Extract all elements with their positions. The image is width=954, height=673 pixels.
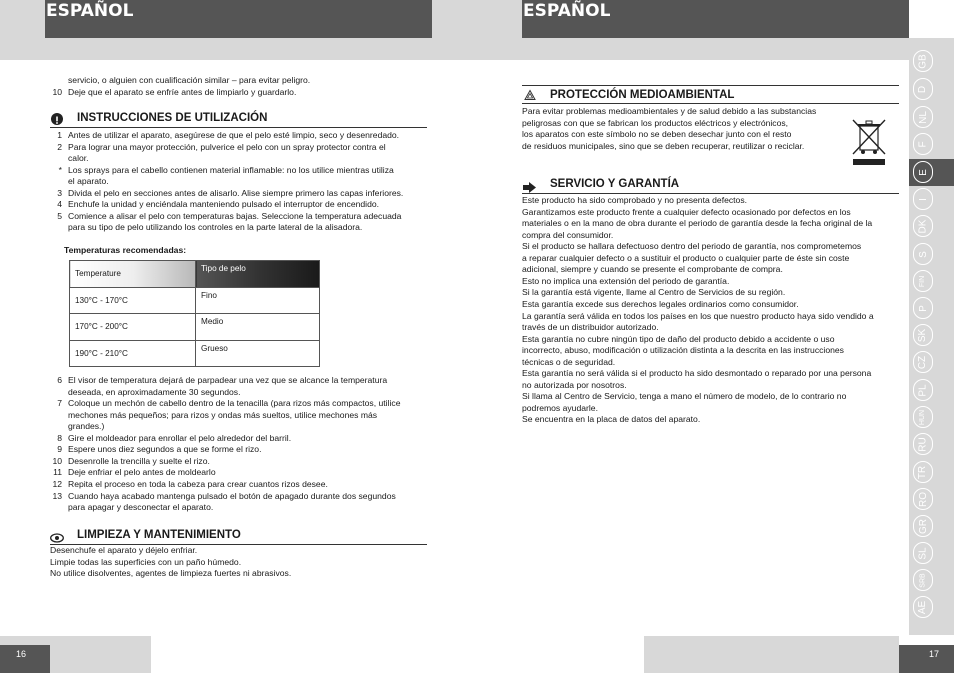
list-number: 4 [57, 199, 62, 209]
list-item: Deje enfriar el pelo antes de moldearlo [68, 467, 216, 478]
list-item: grandes.) [68, 421, 105, 432]
instructions-rule [50, 127, 427, 128]
text-line: no autorizada por nosotros. [522, 379, 627, 390]
environment-top-rule [522, 85, 899, 86]
eye-icon [50, 530, 64, 540]
text-line: La garantía será válida en todos los países en los que nuestro producto haya sido vendido a [522, 310, 874, 321]
text-line: materiales o en la mano de obra durante el periodo de garantía desde la fecha original de la [522, 218, 873, 229]
list-item: el aparato. [68, 176, 109, 186]
list-item: Para lograr una mayor protección, pulverice el pelo con un spray protector contra el [68, 141, 386, 152]
list-number: 10 [52, 455, 62, 466]
language-tab-label: S [917, 250, 929, 258]
language-tab-ro[interactable] [913, 488, 933, 510]
language-tab-label: GR [917, 518, 929, 534]
language-tab-label: AE [917, 600, 929, 614]
table-header-row [70, 261, 320, 288]
crossed-bin-icon [850, 118, 888, 166]
text-line: técnicas o de seguridad. [522, 356, 616, 367]
table-cell: 190°C - 210°C [70, 340, 196, 367]
footer-band-right [644, 636, 899, 673]
text-line: Si llama al Centro de Servicio, tenga a mano el número de modelo, de lo contrario no [522, 391, 847, 402]
list-item: mechones más pequeños; para rizos y ondas más sueltos, utilice mechones más [68, 409, 378, 420]
language-tab-sk[interactable] [913, 324, 933, 346]
list-number: 1 [57, 130, 62, 140]
text-line: compra del consumidor. [522, 229, 614, 240]
language-tab-label: E [917, 168, 929, 176]
text-line: Esta garantía no cubre ningún tipo de daño del producto debido a accidente o uso [522, 333, 835, 344]
page-title-right: ESPAÑOL [522, 0, 909, 38]
list-number: 7 [57, 398, 62, 409]
language-tab-label: FIN [919, 275, 927, 287]
text-line: peligrosas con que se fabrican los productos eléctricos y electrónicos, [522, 117, 789, 128]
text-line: Esta garantía no será válida si el producto ha sido desmontado o reparado por una persona [522, 368, 872, 379]
text-line: Si la garantía está vigente, llame al Centro de Servicios de su región. [522, 287, 786, 298]
text-line: los aparatos con este símbolo no se deben desechar junto con el resto [522, 129, 792, 140]
list-number: 13 [52, 490, 62, 501]
language-tab-label: GB [917, 53, 929, 69]
language-tab-tr[interactable] [913, 461, 933, 483]
cleaning-heading: LIMPIEZA Y MANTENIMIENTO [77, 529, 241, 541]
text-line: a reparar cualquier defecto o a sustituir el producto o cualquier parte de éste sin coste [522, 252, 850, 263]
language-tab-label: CZ [917, 355, 929, 369]
text-line: Esto no implica una extensión del periodo de garantía. [522, 275, 730, 286]
language-tab-label: HUN [919, 409, 927, 425]
arrow-right-icon [523, 180, 536, 191]
recycle-icon [523, 89, 537, 103]
page-title-left: ESPAÑOL [45, 0, 432, 38]
environment-rule [522, 103, 899, 104]
language-tab-label: P [917, 304, 929, 312]
text-line: Limpie todas las superficies con un paño húmedo. [50, 556, 242, 567]
list-number: 8 [57, 432, 62, 443]
list-number: 2 [57, 141, 62, 152]
language-tab-pl[interactable] [913, 379, 933, 401]
table-cell: Fino [196, 287, 320, 314]
language-tab-e[interactable] [913, 161, 933, 183]
list-item: deseada, en aproximadamente 30 segundos. [68, 386, 241, 397]
list-item: Coloque un mechón de cabello dentro de la tenacilla (para rizos más compactos, utilice [68, 398, 401, 409]
table-label: Temperaturas recomendadas: [64, 245, 187, 255]
language-tab-ru[interactable] [913, 433, 933, 455]
language-tab-fin[interactable] [913, 270, 933, 292]
language-tab-s[interactable] [913, 243, 933, 265]
warranty-rule [522, 193, 899, 194]
language-tab-f[interactable] [913, 133, 933, 155]
language-tab-cz[interactable] [913, 351, 933, 373]
list-item: Deje que el aparato se enfríe antes de limpiarlo y guardarlo. [68, 86, 297, 97]
language-tab-label: SRB [919, 572, 927, 588]
text-line: Este producto ha sido comprobado y no presenta defectos. [522, 195, 748, 205]
warranty-heading: SERVICIO Y GARANTÍA [550, 178, 680, 190]
list-item: Comience a alisar el pelo con temperaturas bajas. Seleccione la temperatura adecuada [68, 210, 402, 221]
table-row [70, 340, 320, 367]
list-item: Enchufe la unidad y enciéndala manteniendo pulsado el interruptor de encendido. [68, 199, 380, 209]
table-cell: Grueso [196, 340, 320, 367]
language-tab-gr[interactable] [913, 515, 933, 537]
language-tab-label: DK [917, 219, 929, 233]
language-tab-p[interactable] [913, 297, 933, 319]
table-row [70, 287, 320, 314]
list-item: Gire el moldeador para enrollar el pelo alrededor del barril. [68, 432, 292, 443]
language-tab-dk[interactable] [913, 215, 933, 237]
text-line: incorrecto, abuso, modificación o utilización distinta a la descrita en las instrucciones [522, 345, 844, 356]
text-line: adicional, siempre y cuando se presente el comprobante de compra. [522, 264, 783, 275]
language-tab-label: RO [917, 491, 929, 507]
language-tab-label: F [917, 140, 929, 148]
list-item: calor. [68, 153, 89, 163]
environment-heading: PROTECCIÓN MEDIOAMBIENTAL [550, 89, 735, 101]
language-tab-label: NL [917, 110, 929, 124]
page-number-right: 17 [899, 645, 954, 673]
language-tab-sl[interactable] [913, 542, 933, 564]
table-cell: 170°C - 200°C [70, 314, 196, 341]
text-line: Para evitar problemas medioambientales y de salud debido a las substancias [522, 106, 817, 116]
list-number: 10 [52, 86, 62, 97]
list-item: servicio, o alguien con cualificación similar – para evitar peligro. [68, 75, 311, 85]
text-line: de residuos municipales, sino que se deben recuperar, reutilizar o reciclar. [522, 140, 805, 151]
list-number: * [58, 164, 62, 175]
list-item: Los sprays para el cabello contienen material inflamable: no los utilice mientras utiliza [68, 164, 394, 175]
language-tab-gb[interactable] [913, 50, 933, 72]
text-line: Se encuentra en la placa de datos del aparato. [522, 414, 701, 425]
language-tab-nl[interactable] [913, 106, 933, 128]
table-header-cell: Tipo de pelo [196, 261, 320, 288]
list-number: 12 [52, 478, 62, 489]
text-line: Esta garantía excede sus derechos legales ordinarios como consumidor. [522, 298, 799, 309]
language-tab-label: I [917, 197, 929, 201]
list-item: Divida el pelo en secciones antes de alisarlo. Alise siempre primero las capas inferiores. [68, 187, 404, 198]
text-line: No utilice disolventes, agentes de limpieza fuertes ni abrasivos. [50, 568, 292, 579]
language-tab-ae[interactable] [913, 596, 933, 618]
list-item: Espere unos diez segundos a que se forme el rizo. [68, 444, 262, 455]
text-line: través de un distribuidor autorizado. [522, 322, 659, 333]
language-tab-srb[interactable] [913, 569, 933, 591]
list-number: 3 [57, 187, 62, 198]
list-number: 6 [57, 375, 62, 385]
language-tab-label: RU [917, 436, 929, 452]
list-item: Repita el proceso en toda la cabeza para crear cuantos rizos desee. [68, 478, 328, 489]
language-tab-label: TR [917, 465, 929, 479]
list-number: 11 [53, 467, 62, 478]
language-tab-label: SL [917, 546, 929, 560]
list-item: para su tipo de pelo utilizando los controles en la parte lateral de la alisadora. [68, 222, 363, 232]
text-line: Garantizamos este producto frente a cualquier defecto ocasionado por defectos en los [522, 206, 851, 217]
language-tab-label: SK [917, 328, 929, 342]
list-item: para apagar y desconectar el aparato. [68, 502, 214, 513]
list-item: Desenrolle la trencilla y suelte el rizo. [68, 455, 210, 466]
list-item: Cuando haya acabado mantenga pulsado el botón de apagado durante dos segundos [68, 490, 396, 501]
text-line: Si el producto se hallara defectuoso dentro del periodo de garantía, nos comprometemos [522, 241, 862, 252]
table-header-cell: Temperature [70, 261, 196, 288]
text-line: podremos ayudarle. [522, 402, 598, 413]
page-number-left: 16 [0, 645, 50, 673]
table-cell: 130°C - 170°C [70, 287, 196, 314]
language-tab-label: D [917, 85, 929, 93]
list-number: 5 [57, 210, 62, 221]
language-tab-hun[interactable] [913, 406, 933, 428]
text-line: Desenchufe el aparato y déjelo enfriar. [50, 545, 198, 555]
list-item: El visor de temperatura dejará de parpadear una vez que se alcance la temperatura [68, 375, 388, 385]
temperature-table [69, 260, 320, 367]
warning-icon [51, 113, 63, 125]
list-number: 9 [57, 444, 62, 455]
list-item: Antes de utilizar el aparato, asegúrese de que el pelo esté limpio, seco y desenredado. [68, 130, 400, 140]
table-cell: Medio [196, 314, 320, 341]
table-row [70, 314, 320, 341]
instructions-heading: INSTRUCCIONES DE UTILIZACIÓN [77, 112, 268, 124]
language-tab-label: PL [917, 383, 929, 397]
language-tab-i[interactable] [913, 188, 933, 210]
language-tab-d[interactable] [913, 78, 933, 100]
